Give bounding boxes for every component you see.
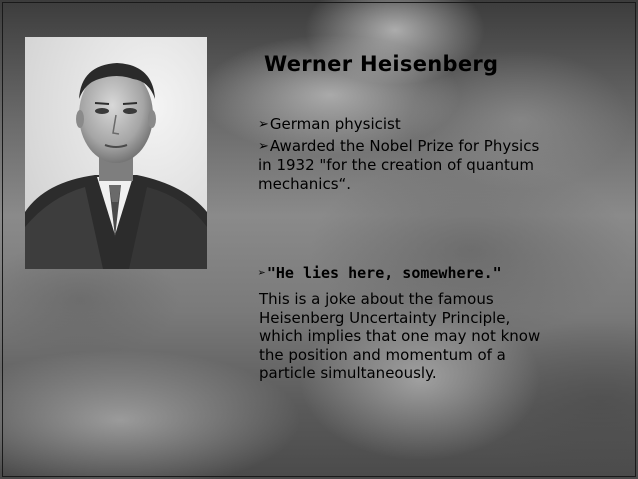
- bullet-line: [258, 137, 539, 156]
- bullet-line: in 1932 "for the creation of quantum: [258, 156, 535, 174]
- joke-line: the position and momentum of a: [259, 345, 506, 364]
- joke-line: which implies that one may not know: [259, 327, 541, 345]
- joke-line: This is a joke about the famous: [259, 290, 494, 308]
- portrait-drawing: [25, 37, 207, 269]
- bullet-joke-quote: [258, 264, 502, 282]
- bullet-nobel-prize: [258, 137, 539, 194]
- arrow-bullet-icon: ➢: [258, 139, 269, 154]
- slide-title: Werner Heisenberg: [264, 52, 499, 76]
- bullet-text: "He lies here, somewhere.": [266, 264, 502, 282]
- joke-explanation: [259, 290, 540, 383]
- arrow-bullet-icon: ➢: [258, 266, 266, 281]
- bullet-text: German physicist: [269, 115, 401, 133]
- bullet-line: mechanics“.: [258, 175, 352, 193]
- arrow-bullet-icon: ➢: [258, 117, 269, 132]
- joke-line: Heisenberg Uncertainty Principle,: [259, 308, 511, 327]
- portrait-photo: [25, 37, 207, 269]
- joke-line: particle simultaneously.: [259, 364, 437, 382]
- bullet-german-physicist: [258, 115, 401, 133]
- bullet-text: Awarded the Nobel Prize for Physics: [269, 137, 540, 155]
